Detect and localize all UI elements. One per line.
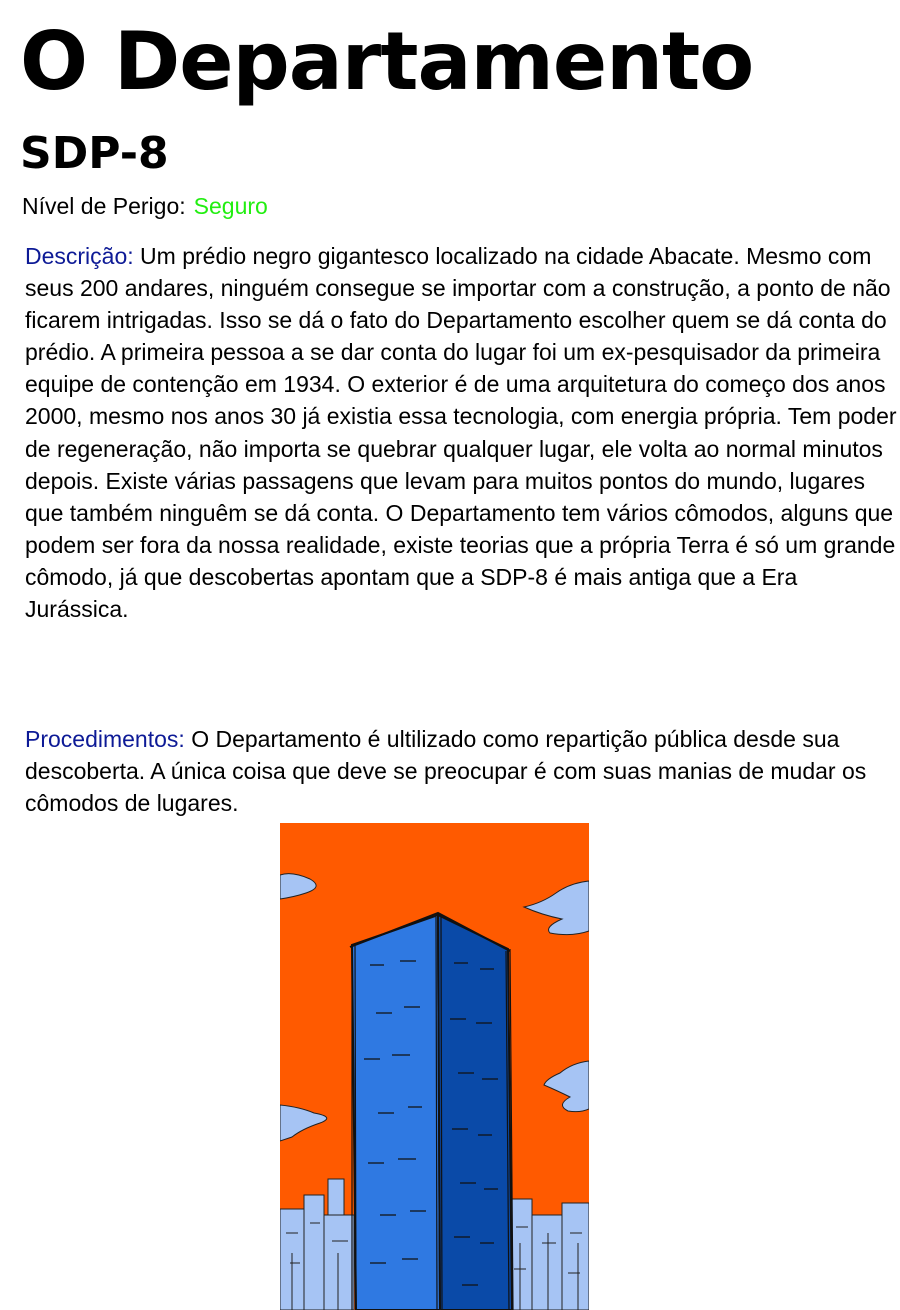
danger-value: Seguro <box>193 193 268 219</box>
city-block <box>324 1215 354 1310</box>
city-block <box>562 1203 589 1310</box>
tower-left-face <box>352 915 440 1310</box>
description-label: Descrição: <box>25 243 134 269</box>
description-text: Um prédio negro gigantesco localizado na cidade Abacate. Mesmo com seus 200 andares, ninguém consegue se importar com a construção, a ponto de não ficarem intrigadas. Isso se dá o fato do Departamento escolher quem se dá conta do prédio. A primeira pessoa a se dar conta do lugar foi um ex-pesquisador da primeira equipe de contenção em 1934. O exterior é de uma arquitetura do começo dos anos 2000, mesmo nos anos 30 já existia essa tecnologia, com energia própria. Tem poder de regeneração, não importa se quebrar qualquer lugar, ele volta ao normal minutos depois. Existe várias passagens que levam para muitos pontos do mundo, lugares que também ninguêm se dá conta. O Departamento tem vários cômodos, alguns que podem ser fora da nossa realidade, existe teorias que a própria Terra é só um grande cômodo, já que descobertas apontam que a SDP-8 é mais antiga que a Era Jurássica. <box>25 243 897 623</box>
building-illustration <box>280 823 589 1310</box>
city-block <box>532 1215 562 1310</box>
description-paragraph <box>25 240 897 625</box>
procedures-paragraph <box>25 723 897 819</box>
tower-right-face <box>438 915 512 1310</box>
page-title: O Departamento <box>20 15 754 108</box>
danger-label: Nível de Perigo: <box>22 193 186 219</box>
object-code: SDP-8 <box>20 128 169 179</box>
procedures-label: Procedimentos: <box>25 726 185 752</box>
city-block <box>304 1195 324 1310</box>
city-block <box>328 1179 344 1215</box>
danger-level <box>22 190 268 222</box>
procedures-text: O Departamento é ultilizado como repartição pública desde sua descoberta. A única coisa que deve se preocupar é com suas manias de mudar os cômodos de lugares. <box>25 726 867 817</box>
